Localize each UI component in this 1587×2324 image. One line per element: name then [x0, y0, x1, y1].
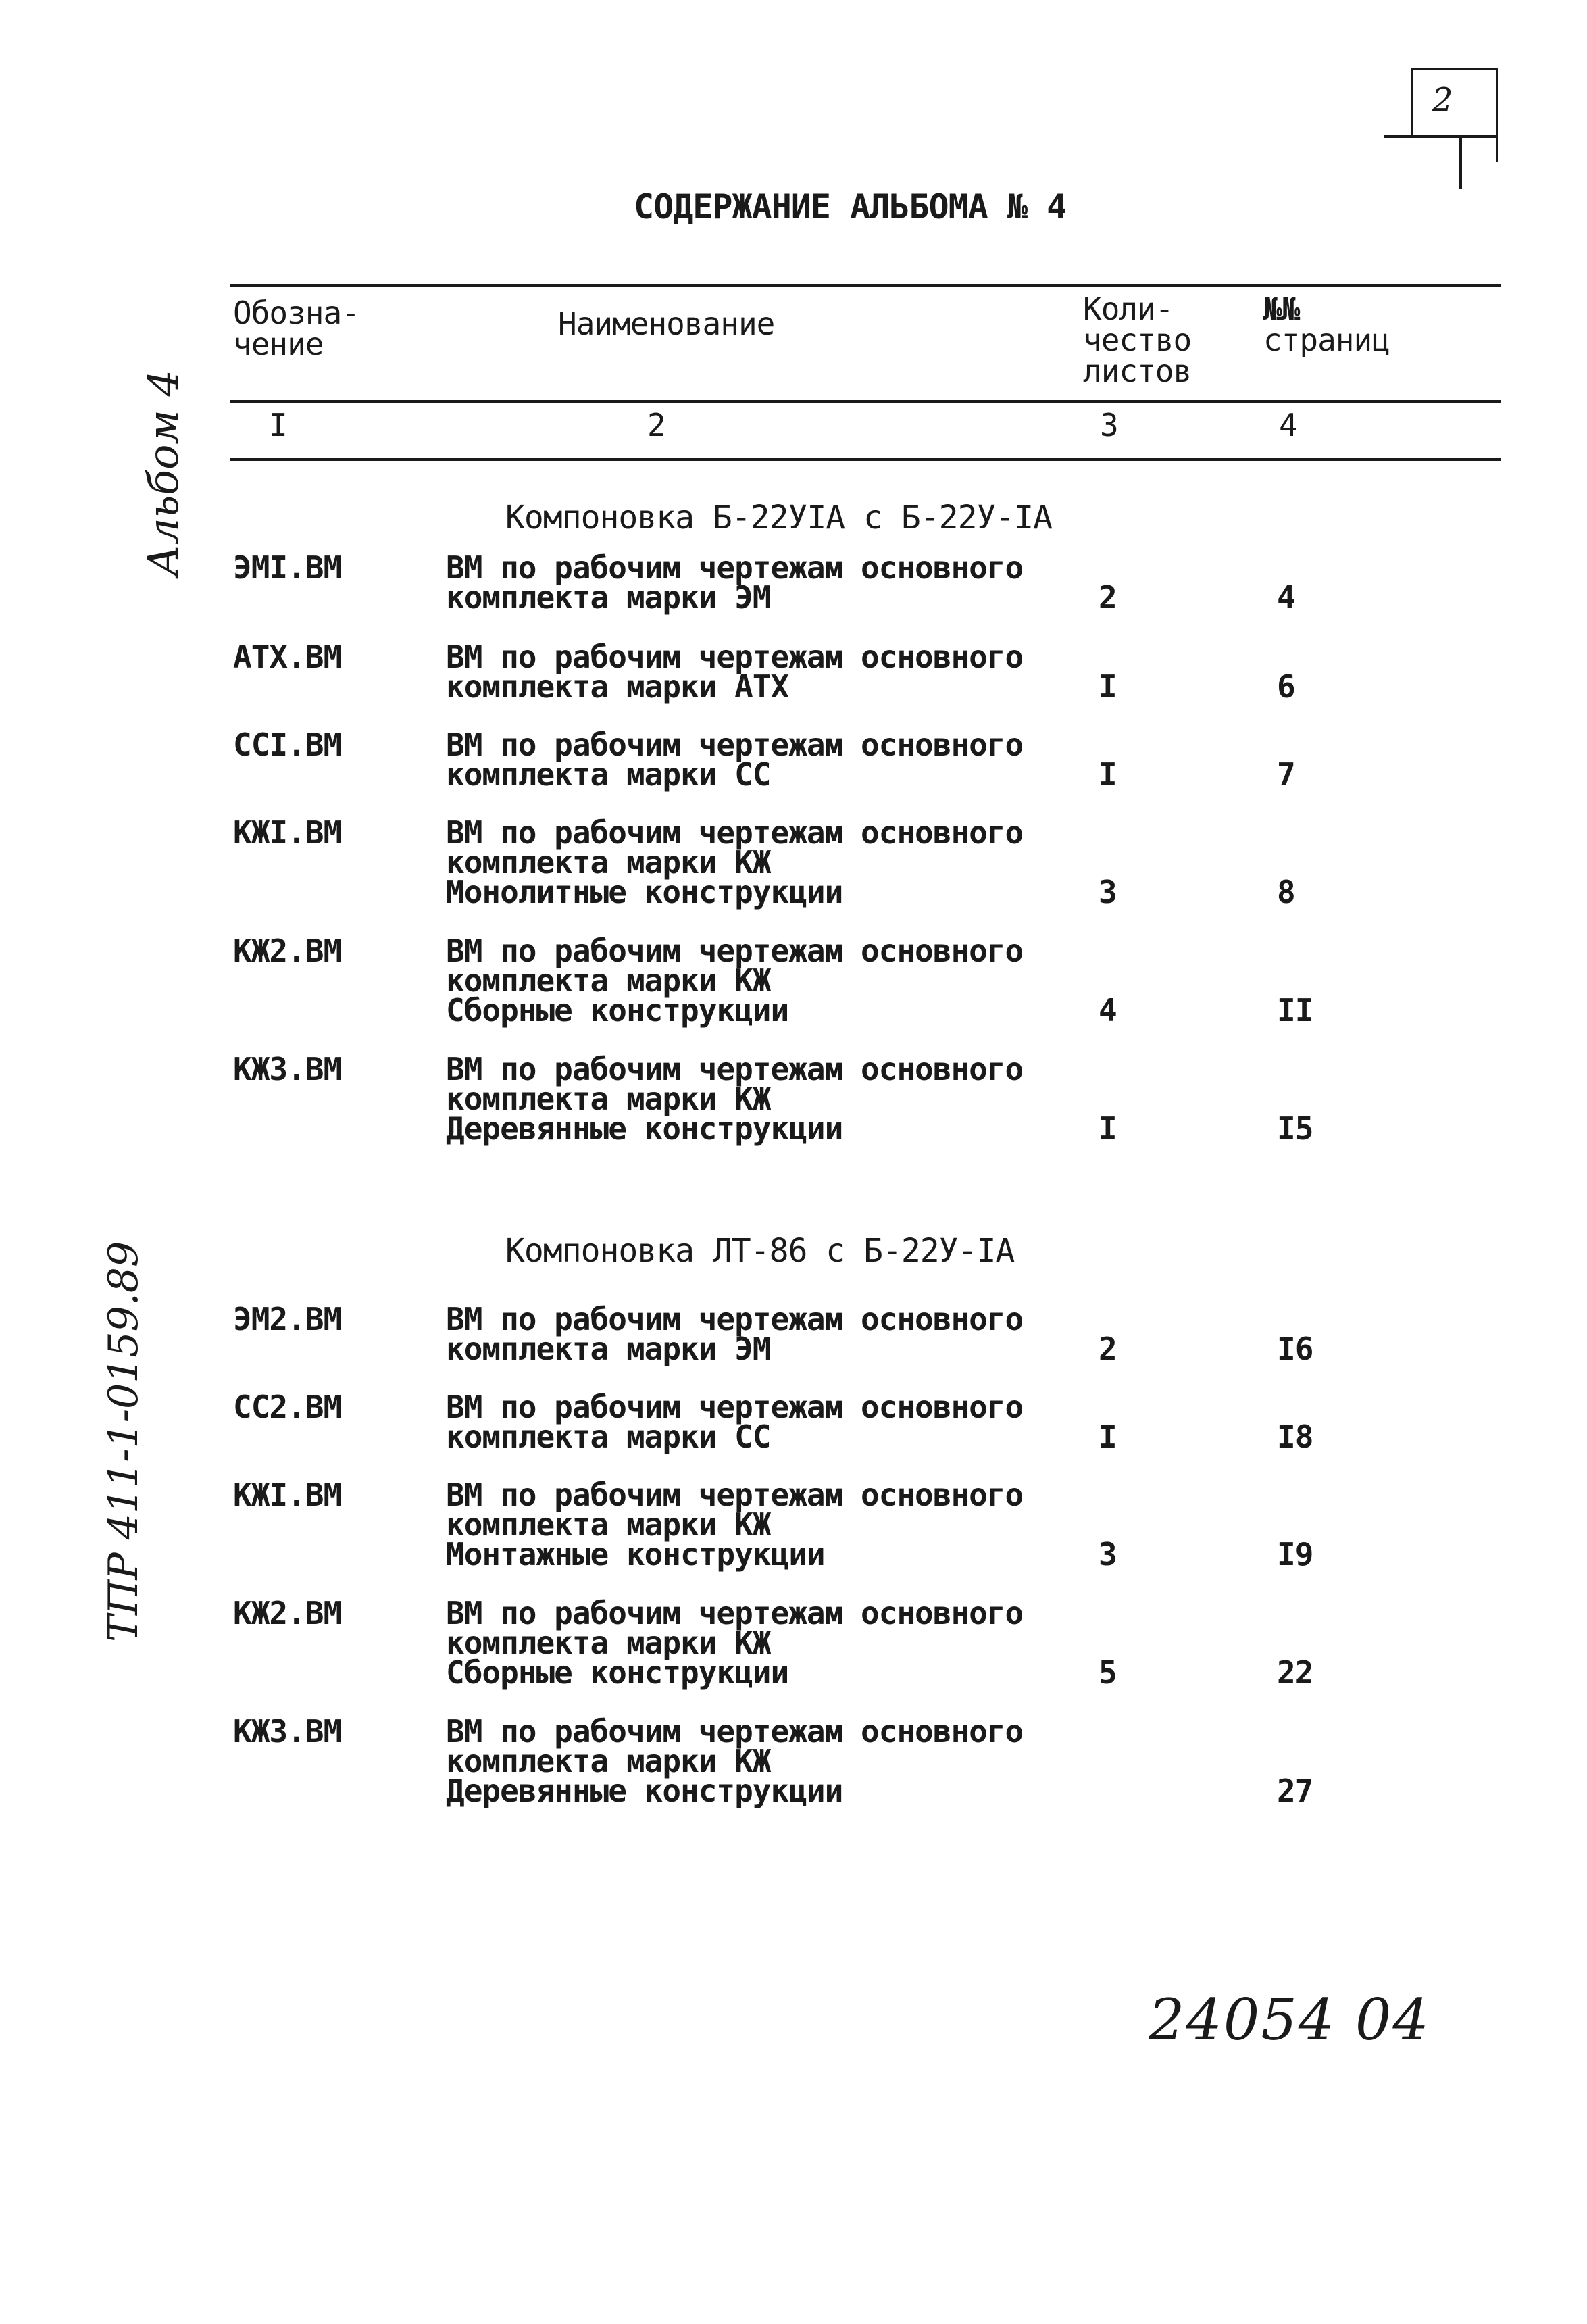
row-name-line: ВМ по рабочим чертежам основного [446, 1051, 1024, 1087]
row-name [446, 549, 1024, 616]
row-name-line: комплекта марки ЭМ [446, 1331, 771, 1367]
row-name-line: Монтажные конструкции [446, 1536, 825, 1573]
row-name-line: ВМ по рабочим чертежам основного [446, 1477, 1024, 1513]
row-designation: СС2.ВМ [233, 1389, 342, 1425]
row-sheet-count: I [1099, 756, 1117, 793]
album-side-label: Альбом 4 [138, 370, 188, 576]
row-name-line: комплекта марки СС [446, 756, 771, 793]
header-designation: Обозна- чение [233, 295, 359, 362]
row-name [446, 1713, 1024, 1809]
row-page: I8 [1277, 1418, 1313, 1455]
header-name: Наименование [558, 305, 775, 342]
row-name-line: Сборные конструкции [446, 1654, 789, 1691]
header-sheet-count: Коли- чество листов [1083, 291, 1192, 389]
document-code-side-label: ТПР 411-1-0159.89 [100, 1241, 147, 1642]
row-page: II [1277, 992, 1313, 1029]
row-name-line: ВМ по рабочим чертежам основного [446, 549, 1024, 586]
row-name [446, 1051, 1024, 1147]
row-name [446, 1477, 1024, 1573]
row-name-line: Деревянные конструкции [446, 1110, 843, 1147]
row-designation: АТХ.ВМ [233, 639, 342, 675]
row-name-line: ВМ по рабочим чертежам основного [446, 1713, 1024, 1750]
column-number-2: 2 [647, 407, 665, 443]
row-name-line: комплекта марки КЖ [446, 1625, 771, 1661]
row-name-line: Сборные конструкции [446, 992, 789, 1029]
row-designation: ЭМ2.ВМ [233, 1301, 342, 1337]
row-sheet-count: I [1099, 668, 1117, 705]
row-designation: КЖ3.ВМ [233, 1051, 342, 1087]
table-numbers-rule [230, 458, 1501, 461]
row-name [446, 814, 1024, 910]
row-page: I6 [1277, 1331, 1313, 1367]
row-name-line: комплекта марки КЖ [446, 844, 771, 881]
row-name-line: ВМ по рабочим чертежам основного [446, 814, 1024, 851]
row-name-line: ВМ по рабочим чертежам основного [446, 726, 1024, 763]
row-name-line: ВМ по рабочим чертежам основного [446, 1301, 1024, 1337]
row-designation: КЖ2.ВМ [233, 933, 342, 969]
row-name [446, 1595, 1024, 1691]
row-page: I5 [1277, 1110, 1313, 1147]
page-title: СОДЕРЖАНИЕ АЛЬБОМА № 4 [634, 187, 1067, 226]
row-sheet-count: 3 [1099, 1536, 1117, 1573]
row-name-line: комплекта марки КЖ [446, 1506, 771, 1543]
row-sheet-count: 2 [1099, 1331, 1117, 1367]
row-name [446, 726, 1024, 793]
row-designation: CCI.ВМ [233, 726, 342, 763]
row-designation: КЖ2.ВМ [233, 1595, 342, 1631]
row-sheet-count: 3 [1099, 874, 1117, 910]
row-name-line: комплекта марки КЖ [446, 1081, 771, 1117]
table-top-rule [230, 284, 1501, 287]
column-number-1: I [269, 407, 287, 443]
row-designation: КЖI.ВМ [233, 814, 342, 851]
table-header-rule [230, 400, 1501, 403]
column-number-4: 4 [1279, 407, 1297, 443]
row-designation: ЭМI.ВМ [233, 549, 342, 586]
row-name-line: комплекта марки КЖ [446, 1743, 771, 1779]
row-name [446, 1301, 1024, 1367]
row-name-line: комплекта марки СС [446, 1418, 771, 1455]
inventory-number: 24054 04 [1149, 1987, 1430, 2053]
row-page: 4 [1277, 579, 1295, 616]
row-name-line: комплекта марки ЭМ [446, 579, 771, 616]
row-name-line: ВМ по рабочим чертежам основного [446, 1389, 1024, 1425]
row-page: 8 [1277, 874, 1295, 910]
row-name-line: комплекта марки КЖ [446, 962, 771, 999]
row-name [446, 933, 1024, 1029]
row-designation: КЖ3.ВМ [233, 1713, 342, 1750]
row-page: 27 [1277, 1773, 1313, 1809]
row-page: 7 [1277, 756, 1295, 793]
row-name-line: Монолитные конструкции [446, 874, 843, 910]
row-page: 22 [1277, 1654, 1313, 1691]
row-page: 6 [1277, 668, 1295, 705]
row-sheet-count: 2 [1099, 579, 1117, 616]
row-sheet-count: I [1099, 1110, 1117, 1147]
section-title: Компоновка ЛТ-86 с Б-22У-IА [505, 1232, 1015, 1270]
row-name [446, 639, 1024, 705]
header-pages: №№ страниц [1263, 291, 1390, 358]
column-number-3: 3 [1100, 407, 1118, 443]
row-page: I9 [1277, 1536, 1313, 1573]
row-sheet-count: I [1099, 1418, 1117, 1455]
row-sheet-count: 5 [1099, 1654, 1117, 1691]
row-name-line: ВМ по рабочим чертежам основного [446, 639, 1024, 675]
row-name-line: ВМ по рабочим чертежам основного [446, 1595, 1024, 1631]
row-name-line: ВМ по рабочим чертежам основного [446, 933, 1024, 969]
row-name-line: Деревянные конструкции [446, 1773, 843, 1809]
row-name [446, 1389, 1024, 1455]
row-sheet-count: 4 [1099, 992, 1117, 1029]
row-name-line: комплекта марки АТХ [446, 668, 789, 705]
section-title: Компоновка Б-22УIА с Б-22У-IА [505, 499, 1053, 537]
page-number: 2 [1432, 81, 1453, 119]
row-designation: КЖI.ВМ [233, 1477, 342, 1513]
